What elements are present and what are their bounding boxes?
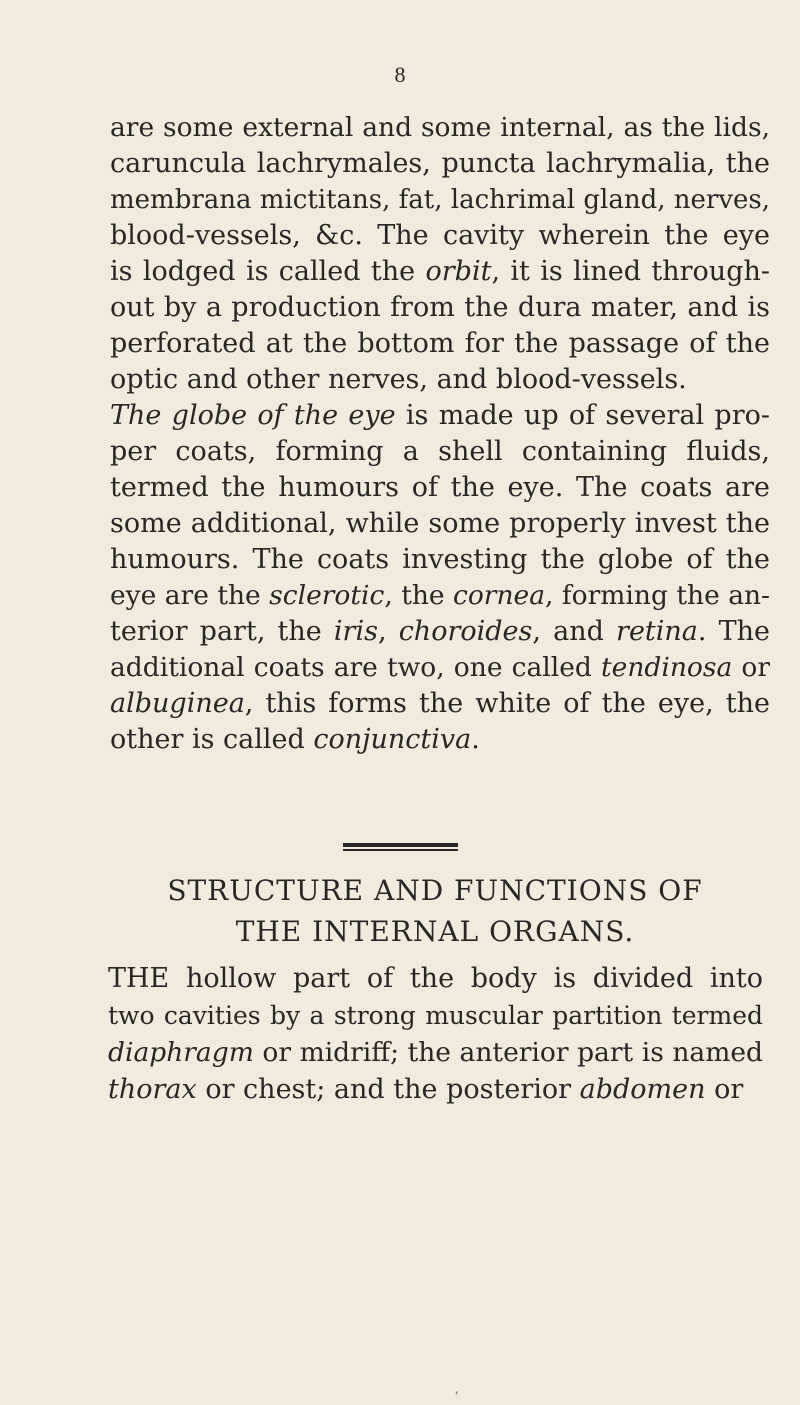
text-run: , forming the an-	[545, 580, 771, 611]
text-run: are some external and some internal, as the lids,	[110, 112, 770, 143]
paragraph2-line	[110, 542, 770, 578]
text-run: ,	[377, 616, 399, 647]
text-run: , it is lined through-	[491, 256, 770, 287]
text-run: blood-vessels, &c. The cavity wherein the eye	[110, 220, 770, 251]
paragraph-internal-organs	[108, 960, 763, 1108]
italic-term: sclerotic	[269, 580, 385, 611]
italic-term: thorax	[108, 1074, 197, 1105]
paragraph-2	[110, 398, 770, 758]
page-number: 8	[394, 62, 406, 87]
text-run: out by a production from the dura mater, and is	[110, 292, 770, 323]
text-run: , this forms the white of the eye, the	[244, 688, 770, 719]
paragraph1-line	[110, 110, 770, 146]
paragraph2-line	[110, 650, 770, 686]
paragraph2-line	[110, 578, 770, 614]
text-run: eye are the	[110, 580, 270, 611]
italic-term: choroides	[398, 616, 533, 647]
paragraph1-line	[110, 254, 770, 290]
italic-term: iris	[333, 616, 378, 647]
text-run: termed the humours of the eye. The coats are	[110, 472, 770, 503]
double-rule	[343, 843, 458, 851]
paragraph-1	[110, 110, 770, 398]
italic-term: tendinosa	[601, 652, 733, 683]
text-run: or midriff; the anterior part is named	[253, 1037, 763, 1068]
text-run: is lodged is called the	[110, 256, 426, 287]
text-run: THE hollow part of the body is divided into	[108, 963, 763, 994]
paragraph3-line	[108, 997, 763, 1034]
text-run: perforated at the bottom for the passage of the	[110, 328, 770, 359]
text-run: .	[471, 724, 480, 755]
paragraph2-line	[110, 686, 770, 722]
paragraph2-line	[110, 398, 770, 434]
paragraph1-line	[110, 326, 770, 362]
text-run: caruncula lachrymales, puncta lachrymalia, the	[110, 148, 770, 179]
italic-term: The globe of the eye	[110, 400, 396, 431]
text-run: , and	[532, 616, 617, 647]
text-run: per coats, forming a shell containing fluids,	[110, 436, 770, 467]
text-run: membrana mictitans, fat, lachrimal gland, nerves,	[110, 185, 770, 215]
paragraph2-line	[110, 722, 770, 758]
text-run: terior part, the	[110, 616, 334, 647]
text-run: or	[732, 652, 771, 683]
paragraph2-line	[110, 614, 770, 650]
text-run: some additional, while some properly invest the	[110, 508, 770, 539]
paragraph2-line	[110, 506, 770, 542]
text-run: or	[705, 1074, 744, 1105]
paragraph3-line	[108, 1034, 763, 1071]
italic-term: retina	[616, 616, 698, 647]
italic-term: albuginea	[110, 688, 245, 719]
italic-term: conjunctiva	[313, 724, 472, 755]
paragraph1-line	[110, 218, 770, 254]
heading-line-1: STRUCTURE AND FUNCTIONS OF	[167, 874, 703, 907]
italic-term: cornea	[453, 580, 546, 611]
text-run: humours. The coats investing the globe of the	[110, 544, 770, 575]
section-divider	[0, 843, 800, 853]
paragraph1-line	[110, 182, 770, 218]
italic-term: diaphragm	[108, 1037, 254, 1068]
text-run: other is called	[110, 724, 314, 755]
paragraph1-line	[110, 146, 770, 182]
section-heading	[105, 870, 765, 952]
text-run: optic and other nerves, and blood-vessels.	[110, 364, 687, 395]
italic-term: orbit	[425, 256, 492, 287]
paragraph-3	[108, 960, 763, 1108]
paragraph-eye-parts	[110, 110, 770, 758]
text-run: additional coats are two, one called	[110, 652, 601, 683]
text-run: is made up of several pro-	[395, 400, 770, 431]
paragraph2-line	[110, 470, 770, 506]
paragraph2-line	[110, 434, 770, 470]
heading-line-2: THE INTERNAL ORGANS.	[235, 915, 635, 948]
paragraph1-line	[110, 362, 770, 398]
paragraph1-line	[110, 290, 770, 326]
text-run: . The	[697, 616, 770, 647]
italic-term: abdomen	[579, 1074, 706, 1105]
text-run: or chest; and the posterior	[196, 1074, 580, 1105]
paragraph3-line	[108, 960, 763, 997]
paragraph3-line	[108, 1071, 763, 1108]
text-run: two cavities by a strong muscular partition termed	[108, 1001, 763, 1030]
text-run: , the	[384, 580, 454, 611]
page-mark: ,	[455, 1382, 459, 1396]
